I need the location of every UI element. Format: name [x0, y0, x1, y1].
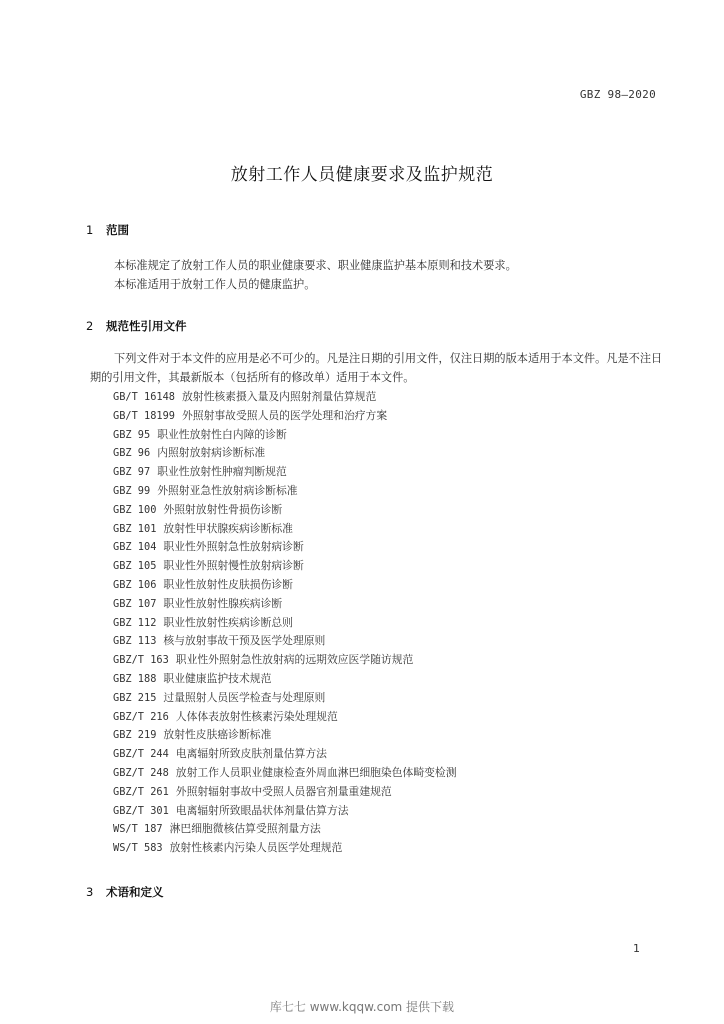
reference-title: 外照射事故受照人员的医学处理和治疗方案	[182, 408, 388, 422]
reference-item	[113, 557, 673, 576]
page-title: 放射工作人员健康要求及监护规范	[230, 165, 494, 185]
reference-item	[113, 407, 673, 426]
reference-item	[113, 501, 673, 520]
section-heading-scope	[86, 222, 129, 238]
reference-code: GBZ 113	[113, 635, 157, 648]
reference-item	[113, 388, 673, 407]
reference-item	[113, 764, 673, 783]
reference-item	[113, 538, 673, 557]
reference-item	[113, 595, 673, 614]
section-number: 3	[86, 885, 94, 899]
reference-item	[113, 670, 673, 689]
reference-code: GBZ/T 248	[113, 766, 169, 779]
reference-code: WS/T 583	[113, 842, 163, 855]
reference-title: 职业性放射性白内障的诊断	[157, 427, 287, 441]
scope-paragraph-1: 本标准规定了放射工作人员的职业健康要求、职业健康监护基本原则和技术要求。	[114, 259, 517, 272]
reference-title: 放射工作人员职业健康检查外周血淋巴细胞染色体畸变检测	[175, 765, 457, 779]
reference-code: GBZ 99	[113, 484, 151, 497]
reference-item	[113, 576, 673, 595]
reference-code: WS/T 187	[113, 823, 163, 836]
reference-code: GBZ 188	[113, 672, 157, 685]
reference-title: 外照射放射性骨损伤诊断	[163, 502, 283, 516]
section-title: 范围	[106, 223, 129, 237]
reference-code: GBZ 101	[113, 522, 157, 535]
reference-code: GBZ 219	[113, 729, 157, 742]
reference-title: 职业性放射性疾病诊断总则	[163, 615, 293, 629]
reference-item	[113, 520, 673, 539]
reference-item	[113, 783, 673, 802]
reference-code: GBZ/T 244	[113, 748, 169, 761]
reference-item	[113, 426, 673, 445]
reference-item	[113, 820, 673, 839]
scope-paragraph-2: 本标准适用于放射工作人员的健康监护。	[114, 278, 316, 291]
reference-item	[113, 651, 673, 670]
reference-title: 职业性放射性皮肤损伤诊断	[163, 577, 293, 591]
reference-item	[113, 745, 673, 764]
reference-item	[113, 839, 673, 858]
reference-code: GBZ 107	[113, 597, 157, 610]
reference-item	[113, 444, 673, 463]
reference-title: 过量照射人员医学检查与处理原则	[163, 690, 326, 704]
reference-code: GBZ/T 163	[113, 654, 169, 667]
reference-code: GBZ 104	[113, 541, 157, 554]
section-title: 规范性引用文件	[106, 319, 187, 333]
reference-title: 电离辐射所致皮肤剂量估算方法	[175, 747, 327, 761]
reference-title: 放射性核素摄入量及内照射剂量估算规范	[182, 390, 377, 403]
reference-item	[113, 708, 673, 727]
download-watermark: 库七七 www.kqqw.com 提供下载	[269, 1000, 455, 1014]
reference-title: 外照射亚急性放射病诊断标准	[157, 483, 298, 497]
reference-code: GBZ 100	[113, 503, 157, 516]
section-number: 1	[86, 223, 94, 237]
section-title: 术语和定义	[106, 885, 164, 899]
reference-title: 职业性外照射急性放射病诊断	[163, 540, 304, 554]
reference-title: 外照射辐射事故中受照人员器官剂量重建规范	[175, 784, 392, 798]
reference-title: 核与放射事故干预及医学处理原则	[163, 634, 326, 648]
reference-item	[113, 689, 673, 708]
reference-title: 放射性甲状腺疾病诊断标准	[163, 521, 293, 535]
reference-code: GBZ 106	[113, 578, 157, 591]
reference-code: GBZ 215	[113, 691, 157, 704]
section-number: 2	[86, 319, 94, 333]
references-intro: 下列文件对于本文件的应用是必不可少的。凡是注日期的引用文件，仅注日期的版本适用于本文件。凡是不注日期的引用文件，其最新版本（包括所有的修改单）适用于本文件。	[90, 352, 663, 384]
reference-code: GB/T 18199	[113, 409, 175, 422]
reference-item	[113, 463, 673, 482]
reference-title: 内照射放射病诊断标准	[157, 446, 266, 460]
reference-item	[113, 802, 673, 821]
reference-title: 人体体表放射性核素污染处理规范	[175, 709, 338, 723]
section-heading-normative-references	[86, 318, 187, 334]
reference-title: 放射性核素内污染人员医学处理规范	[169, 841, 343, 855]
reference-item	[113, 614, 673, 633]
reference-code: GBZ/T 261	[113, 785, 169, 798]
reference-list	[113, 388, 673, 858]
reference-code: GBZ 96	[113, 447, 151, 460]
reference-code: GBZ/T 216	[113, 710, 169, 723]
reference-title: 电离辐射所致眼晶状体剂量估算方法	[175, 803, 349, 817]
reference-item	[113, 632, 673, 651]
reference-code: GBZ 105	[113, 560, 157, 573]
reference-code: GBZ 112	[113, 616, 157, 629]
reference-item	[113, 726, 673, 745]
reference-code: GBZ/T 301	[113, 804, 169, 817]
reference-code: GBZ 95	[113, 428, 151, 441]
reference-title: 职业性外照射慢性放射病诊断	[163, 559, 304, 573]
reference-title: 职业性放射性肿瘤判断规范	[157, 465, 287, 479]
reference-item	[113, 482, 673, 501]
reference-title: 放射性皮肤癌诊断标准	[163, 728, 272, 742]
reference-title: 职业性外照射急性放射病的远期效应医学随访规范	[175, 653, 414, 667]
reference-title: 职业性放射性腺疾病诊断	[163, 596, 283, 610]
section-heading-terms-and-definitions	[86, 884, 164, 900]
page-number: 1	[633, 942, 640, 955]
reference-code: GB/T 16148	[113, 391, 175, 403]
reference-code: GBZ 97	[113, 466, 151, 479]
standard-code: GBZ 98—2020	[579, 88, 656, 101]
reference-title: 职业健康监护技术规范	[163, 671, 272, 685]
reference-title: 淋巴细胞微核估算受照剂量方法	[169, 822, 321, 836]
